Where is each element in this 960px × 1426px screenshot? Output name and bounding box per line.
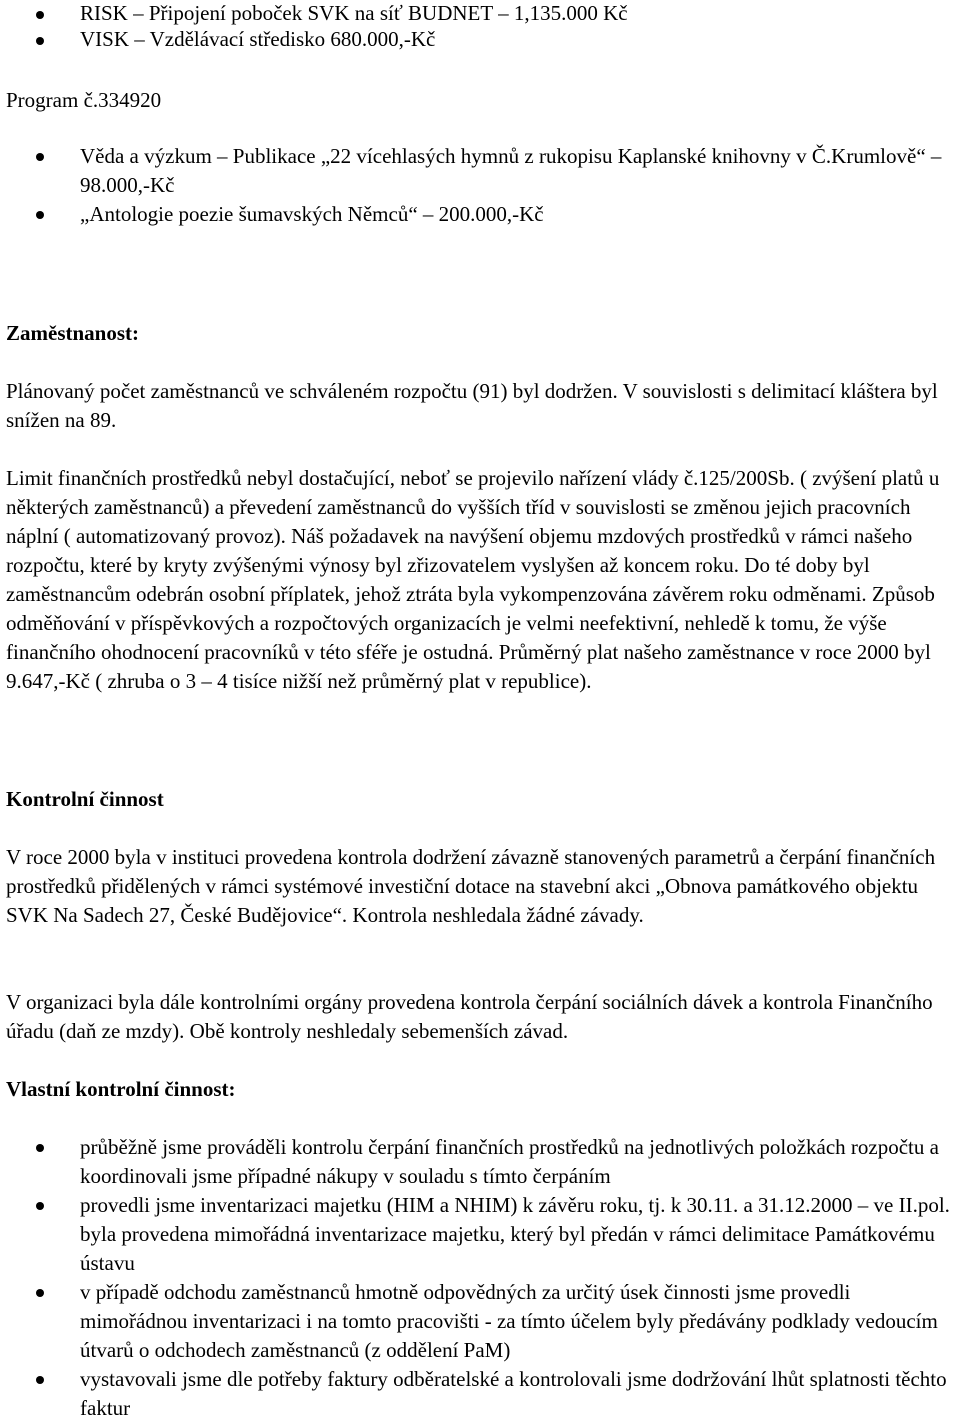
program-items-list [0, 142, 960, 229]
bullet-icon [36, 1376, 44, 1384]
paragraph: Plánovaný počet zaměstnanců ve schváleném rozpočtu (91) byl dodržen. V souvislosti s delimitací kláštera byl snížen na 89. [6, 379, 938, 432]
program-label: Program č.334920 [6, 88, 162, 112]
list-item: provedli jsme inventarizaci majetku (HIM a NHIM) k závěru roku, tj. k 30.11. a 31.12.2000 – ve II.pol. byla provedena mimořádná inventarizace majetku, který byl předán v rámci delimitace Památkovému ústavu [0, 1191, 960, 1278]
section-heading-kontrolni: Kontrolní činnost [6, 787, 164, 811]
section-heading-vlastni: Vlastní kontrolní činnost: [6, 1077, 236, 1101]
paragraph: Limit finančních prostředků nebyl dostačující, neboť se projevilo nařízení vlády č.125/200Sb. ( zvýšení platů u některých zaměstnanců) a převedení zaměstnanců do vyšších tříd v souvislosti se změnou jejich pracovních náplní ( automatizovaný provoz). Náš požadavek na navýšení objemu mzdových prostředků v rámci našeho rozpočtu, které by kryty zvýšenými výnosy byl zřizovatelem vyslyšen až koncem roku. Do té doby byl zaměstnancům odebrán osobní příplatek, jehož ztráta byla vykompenzována závěrem roku odměnami. Způsob odměňování v příspěvkových a rozpočtových organizacích je velmi neefektivní, nehledě k tomu, že výše finančního ohodnocení pracovníků v této sféře je ostudná. Průměrný plat našeho zaměstnance v roce 2000 byl 9.647,-Kč ( zhruba o 3 – 4 tisíce nižší než průměrný plat v republice). [6, 466, 940, 693]
paragraph: V roce 2000 byla v instituci provedena kontrola dodržení závazně stanovených parametrů a čerpání finančních prostředků přidělených v rámci systémové investiční dotace na stavební akci „Obnova památkového objektu SVK Na Sadech 27, České Budějovice“. Kontrola neshledala žádné závady. [6, 845, 936, 927]
list-item: VISK – Vzdělávací středisko 680.000,-Kč [0, 26, 960, 52]
own-control-list [0, 1133, 960, 1423]
paragraph: V organizaci byla dále kontrolními orgány provedena kontrola čerpání sociálních dávek a kontrola Finančního úřadu (daň ze mzdy). Obě kontroly neshledaly sebemenších závad. [6, 990, 933, 1043]
section-heading-zamestnanost: Zaměstnanost: [6, 321, 140, 345]
bullet-icon [36, 1202, 44, 1210]
list-item: vystavovali jsme dle potřeby faktury odběratelské a kontrolovali jsme dodržování lhůt splatnosti těchto faktur [0, 1365, 960, 1423]
bullet-icon [36, 37, 44, 45]
list-item: v případě odchodu zaměstnanců hmotně odpovědných za určitý úsek činnosti jsme provedli mimořádnou inventarizaci i na tomto pracovišti - za tímto účelem byly předávány podklady vedoucím útvarů o odchodech zaměstnanců (z oddělení PaM) [0, 1278, 960, 1365]
bullet-icon [36, 153, 44, 161]
list-item: průběžně jsme prováděli kontrolu čerpání finančních prostředků na jednotlivých položkách rozpočtu a koordinovali jsme případné nákupy v souladu s tímto čerpáním [0, 1133, 960, 1191]
list-item: RISK – Připojení poboček SVK na síť BUDNET – 1,135.000 Kč [0, 0, 960, 26]
budget-items-list [0, 0, 960, 52]
bullet-icon [36, 11, 44, 19]
list-item: „Antologie poezie šumavských Němců“ – 200.000,-Kč [0, 200, 960, 229]
bullet-icon [36, 1289, 44, 1297]
list-item: Věda a výzkum – Publikace „22 vícehlasých hymnů z rukopisu Kaplanské knihovny v Č.Krumlově“ – 98.000,-Kč [0, 142, 960, 200]
bullet-icon [36, 1144, 44, 1152]
bullet-icon [36, 211, 44, 219]
